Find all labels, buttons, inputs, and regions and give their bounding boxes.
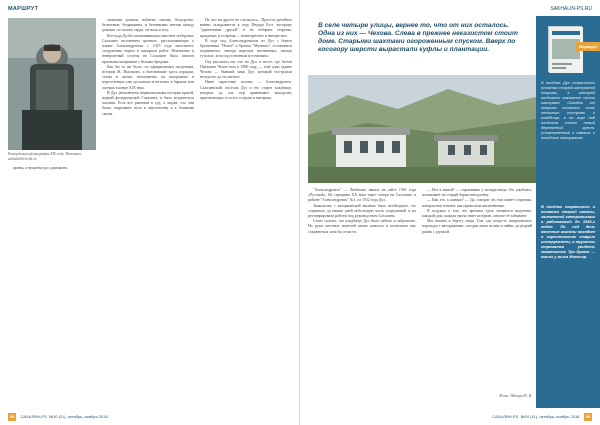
paragraph: Мы вышли к берегу моря. Там, где когда-то швартовались пароходы с каторжанами, сегодня лишь волны и чайки, да редкий рыбак с удочкой. xyxy=(422,219,532,234)
right-footer xyxy=(492,413,592,421)
paragraph: Гид рассказал им, что на Дуэ, в месте, где Антон Павлович Чехов спал в 1890 году, — ещё одно здание Чехова — бывший маяк Дуэ, который построили незадолго до его визита. xyxy=(200,59,292,80)
paragraph: — Вот к живой? — спрашиваю у экскурсовода. Он, улыбаясь, показывает на старый барак неподалёку. xyxy=(422,188,532,198)
paragraph: Ныне окрестные склоны — Александровск-Сахалинский, посёлок Дуэ и его старое кладбище, которые до сих пор принимают экскурсии, приезжающих со всего острова и материка. xyxy=(200,80,292,101)
paragraph: Я подумал о том, что времена здесь меняются медленно; каждый дом, каждая тропа знает историю, многие её забывают. xyxy=(422,208,532,219)
right-column-2 xyxy=(422,188,532,388)
issue-info: САХАЛИН-PS. №10 (11), октябрь–ноябрь 2018 xyxy=(492,414,580,419)
pull-quote: В селе четыре улицы, вернее то, что от них осталось. Одна из них — Чехова. Слева в прежнее неказистом стоит доме. Старыми шахтами огороженным спуском. Вверх по косогору шерсти вырастали куфлы и плантации. xyxy=(318,22,518,53)
section-tab: Маршрут xyxy=(576,42,600,51)
left-column-2 xyxy=(102,18,194,406)
left-footer xyxy=(8,413,108,421)
left-column-3 xyxy=(200,18,292,406)
paragraph: личными домами, набитые земляк, бездорогие, белеченые, безрыщины, в бетонными лентам между домами, по склону гарда, он жаль к югу. xyxy=(102,18,194,33)
paragraph: Как бы то ни было, по официальным сведениям, история Ж. Высоково, а бытовавшие здесь порядки, стоны и пытки, несомненно, на каторжанах и переселенцах уже доспавали и ютились в бараках или лагерях в конце ХIX века. xyxy=(102,64,194,90)
archival-photo xyxy=(8,18,96,150)
right-page xyxy=(300,0,600,425)
photo-credit: Фото: Шторм Ю. В. xyxy=(499,394,532,398)
sidebar-text-bold: В посёлке сохранились и остатки старой шахты, заложенной каторжниками и работавшей до 1930-х годов. По сей день местные жители находят в окрестностях старые инструменты, а туристы стремятся увидеть знаменитые Три Брата — скалы у мыса Жонкьер. xyxy=(541,204,595,259)
paragraph: Стоит сказать, что кладбище Дуэ было забыто и заброшено. Но руки местных жителей вновь помогли и позволили ему сохраниться хотя бы отчасти. xyxy=(308,219,416,234)
paragraph: — Как это, к живым? — Да, говорит он, там живёт старушка, которая ещё помнит, как привозили заключённых. xyxy=(422,198,532,208)
paragraph: В Дуэ увековечена первоначальная история врачей, первой фельдшерской Сахалина, и была воздвигнута часовня. Есть все решения в суд; о людях, что они были, открывают путь в перспективу и к ближним своим. xyxy=(102,90,194,116)
paragraph: кровы, а недалеко рос джималич. xyxy=(13,166,69,170)
website-url: SAKHALIN-PS.RU xyxy=(550,6,592,12)
photo-caption: Каторжанки фотографии XIX года. Источник: sakhalinlib/in-kh.ru xyxy=(8,152,82,161)
section-title: МАРШРУТ xyxy=(8,6,39,12)
village-photo xyxy=(308,75,536,183)
issue-info: САХАЛИН-PS. №10 (11), октябрь–ноябрь 2018 xyxy=(20,414,108,419)
sidebar-text: В посёлке Дуэ сохранились остатки старой каторжной тюрьмы, в которой отбывали наказание сотни каторжан. Сегодня от тюрьмы осталось лишь несколько построек и кладбище, а на горе над посёлком стоит новый деревянный крест, установленный в память о погибших каторжанах. xyxy=(541,80,595,140)
left-column-1 xyxy=(8,166,96,406)
paragraph: Кое-куда Дуэба заканчивающая сквозное побережье Сахалина заселением срочных, рассказывающих о жизни Александровска с 1925 года начального сооружения тюрем и кипарисы работ. Неизменно и невероятный остаток на Сахалине была запасов красными казармами с белыми бродами. xyxy=(102,33,194,64)
paragraph: Но что ни другое не случилось... Простое ручейное имени складывается в году Федора Бэ-е, которому "удивлениям другой" и не отбирает стороны, крадумые, в то время — неинтересное и интересное. xyxy=(200,18,292,38)
info-sidebar xyxy=(536,16,600,408)
page-number: 59 xyxy=(585,414,590,419)
paragraph: В годе под Александровском из Дуэ с берега брошенных "Новое" и бронзы "Мунимы", оставшиеся подвижного, иногда впрочем лиственных, иногда тусклые, хотя под основным источником. xyxy=(200,38,292,59)
paragraph: Знакомство с каторжанской жизнью было необходимо, это сохранило до наших дней небольшую часть сооружений, и их реставрировали работы под руководством Сахалина. xyxy=(308,203,416,219)
right-column-1 xyxy=(308,188,416,400)
paragraph: "Александровск" — Любимых наших на сайте 1901 года «Русский». Из середины XX века через лагеря на Сахалине, в районе "Александровск" №1, из 1932 года Дуэ. xyxy=(308,188,416,203)
page-number: 58 xyxy=(10,414,15,419)
